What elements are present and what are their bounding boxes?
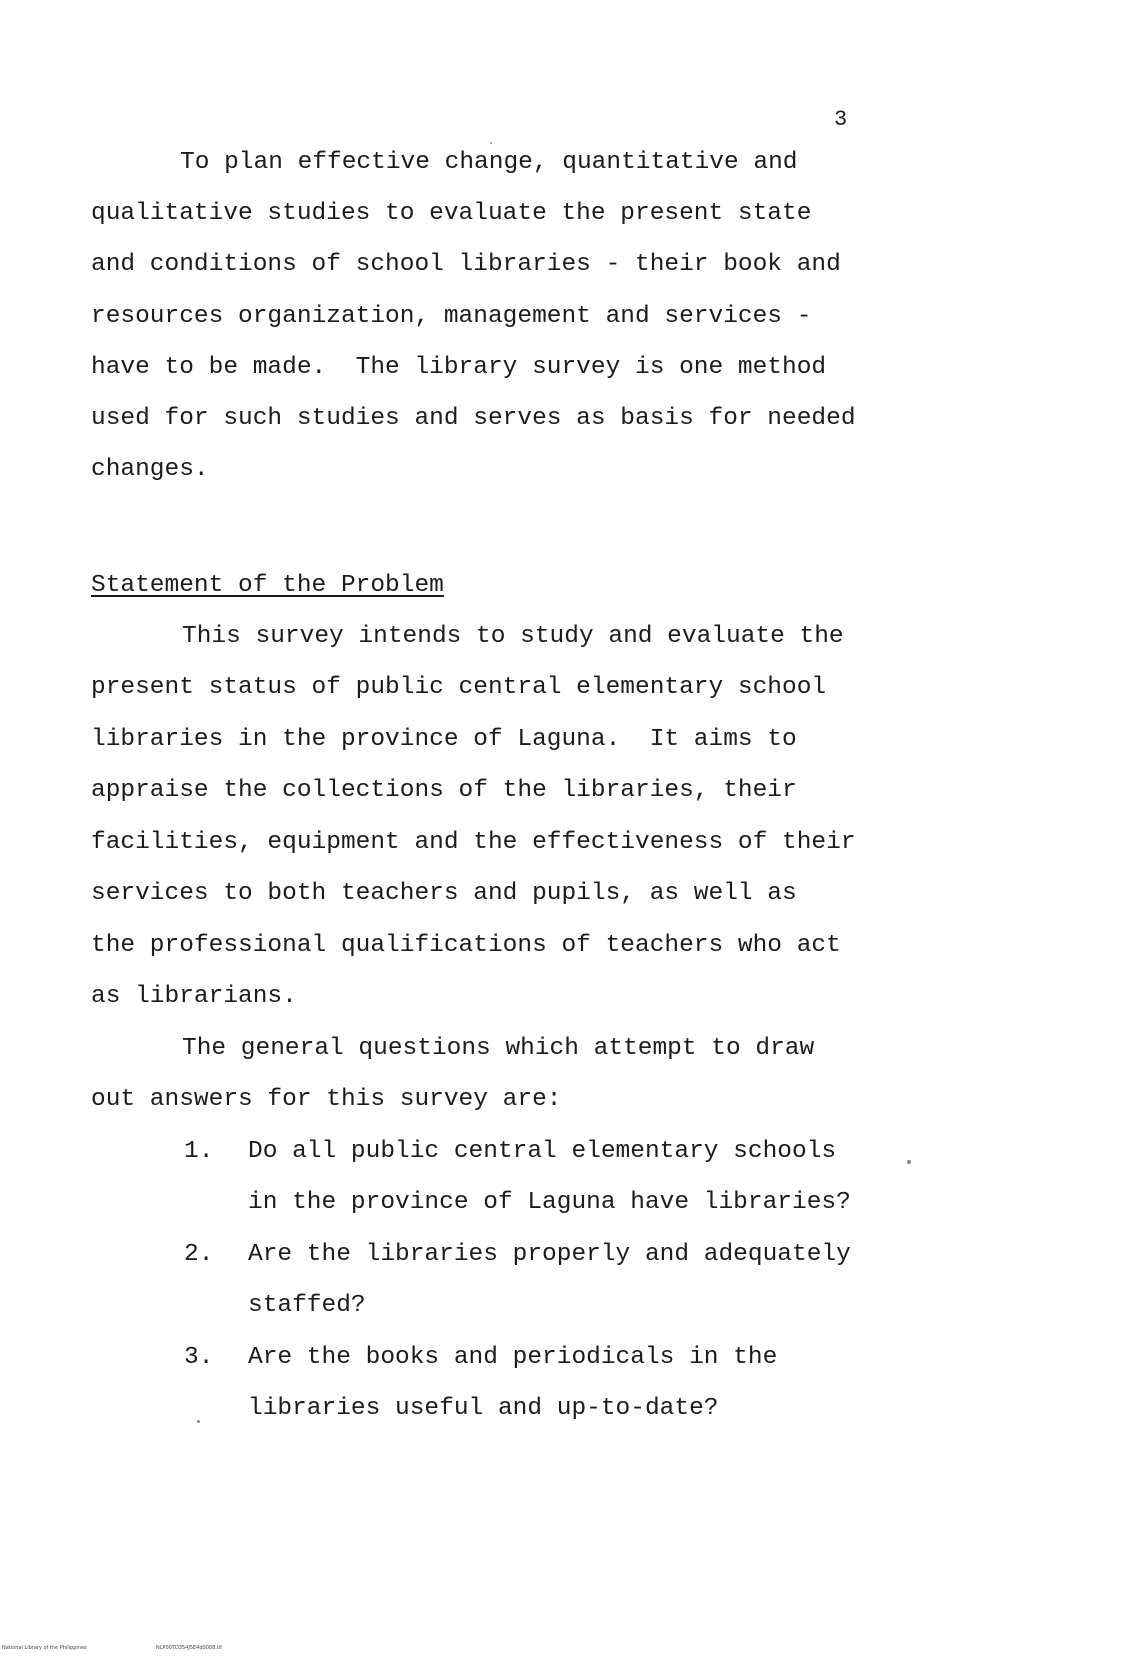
list-item-line: libraries useful and up-to-date? [248, 1395, 719, 1422]
scan-speck [197, 1420, 200, 1423]
paragraph-line: qualitative studies to evaluate the present state [91, 200, 812, 227]
paragraph-line: libraries in the province of Laguna. It aims to [91, 726, 797, 753]
paragraph-line: changes. [91, 456, 209, 483]
page-number: 3 [834, 107, 848, 132]
paragraph-line: present status of public central elementary school [91, 674, 827, 701]
paragraph-line: resources organization, management and services - [91, 303, 812, 330]
scan-speck [907, 1160, 911, 1164]
list-item-line: Do all public central elementary schools [248, 1138, 837, 1165]
footer-code: NLP00TD354J5E4d0008.tif [156, 1645, 222, 1651]
paragraph-line: To plan effective change, quantitative and [180, 149, 798, 176]
paragraph-line: The general questions which attempt to draw [182, 1035, 815, 1062]
paragraph-line: services to both teachers and pupils, as well as [91, 880, 797, 907]
paragraph-line: as librarians. [91, 983, 297, 1010]
list-number: 3. [184, 1344, 214, 1371]
scan-speck [490, 142, 492, 144]
list-item-line: staffed? [248, 1292, 366, 1319]
paragraph-line: and conditions of school libraries - their book and [91, 251, 841, 278]
list-item-line: in the province of Laguna have libraries? [248, 1189, 851, 1216]
paragraph-line: have to be made. The library survey is one method [91, 354, 827, 381]
list-item-line: Are the books and periodicals in the [248, 1344, 778, 1371]
paragraph-line: out answers for this survey are: [91, 1086, 562, 1113]
paragraph-line: facilities, equipment and the effectiveness of their [91, 829, 856, 856]
paragraph-line: the professional qualifications of teachers who act [91, 932, 841, 959]
paragraph-line: used for such studies and serves as basis for needed [91, 405, 856, 432]
list-number: 2. [184, 1241, 214, 1268]
list-item-line: Are the libraries properly and adequately [248, 1241, 851, 1268]
section-heading: Statement of the Problem [91, 572, 444, 599]
list-number: 1. [184, 1138, 214, 1165]
footer-source: National Library of the Philippines [2, 1645, 87, 1651]
paragraph-line: appraise the collections of the libraries, their [91, 777, 797, 804]
paragraph-line: This survey intends to study and evaluate the [182, 623, 844, 650]
